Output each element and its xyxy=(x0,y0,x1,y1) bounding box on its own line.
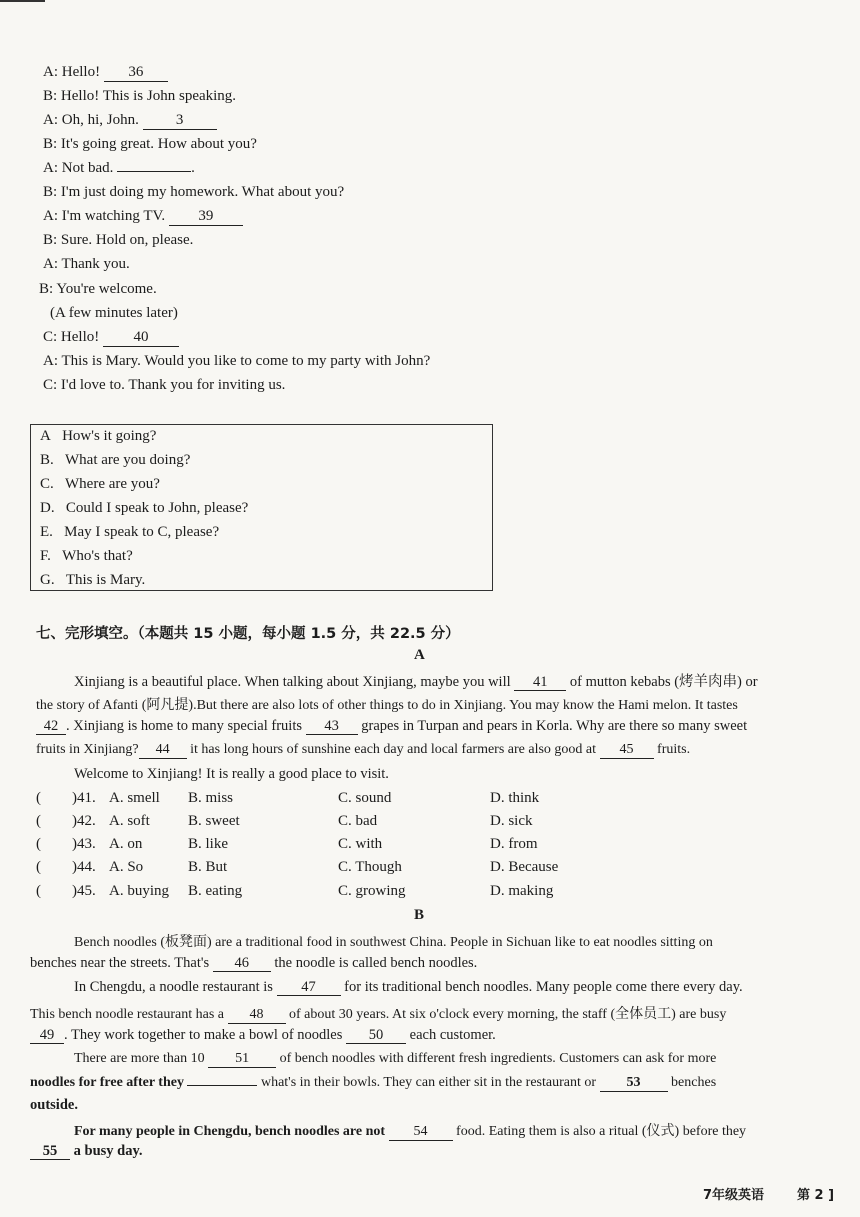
choice-c[interactable]: C. bad xyxy=(338,813,378,829)
choice-a[interactable]: A. So xyxy=(109,859,144,875)
passage-line: Xinjiang is a beautiful place. When talking about Xinjiang, maybe you will 41 of mutton kebabs (烤羊肉串) or xyxy=(74,674,758,690)
answer-blank-44[interactable]: 44 xyxy=(139,743,187,759)
answer-blank-46[interactable]: 46 xyxy=(213,956,271,972)
passage-b-label: B xyxy=(414,907,425,923)
choice-a[interactable]: A. on xyxy=(109,836,143,852)
answer-blank-51[interactable]: 51 xyxy=(208,1052,276,1068)
answer-blank-41[interactable]: 41 xyxy=(514,675,566,691)
dialogue-line: A: Oh, hi, John. 3 xyxy=(43,112,217,130)
option-f: F. Who's that? xyxy=(40,548,133,564)
choice-a[interactable]: A. soft xyxy=(109,813,150,829)
scan-edge-mark xyxy=(0,0,45,2)
choice-d[interactable]: D. Because xyxy=(490,859,559,875)
answer-blank-49[interactable]: 49 xyxy=(30,1028,64,1044)
dialogue-line: B: You're welcome. xyxy=(39,281,157,297)
passage-line: noodles for free after they what's in their bowls. They can either sit in the restaurant or 53 benches xyxy=(30,1075,717,1090)
choice-b[interactable]: B. sweet xyxy=(188,813,240,829)
passage-line: In Chengdu, a noodle restaurant is 47 for its traditional bench noodles. Many people come there every day. xyxy=(74,979,743,995)
answer-blank-47[interactable]: 47 xyxy=(277,980,341,996)
choice-d[interactable]: D. sick xyxy=(490,813,533,829)
question-row: ( )44. A. So B. But C. Though D. Because xyxy=(36,859,559,875)
answer-options-box xyxy=(30,424,493,591)
option-d: D. Could I speak to John, please? xyxy=(40,500,249,516)
answer-blank-48[interactable]: 48 xyxy=(228,1008,286,1024)
passage-line: There are more than 10 51 of bench noodles with different fresh ingredients. Customers can ask for more xyxy=(74,1051,717,1066)
footer-page-number: 第 2 ] xyxy=(797,1188,835,1203)
answer-blank-42[interactable]: 42 xyxy=(36,719,66,735)
dialogue-line: B: I'm just doing my homework. What about you? xyxy=(43,184,345,200)
choice-c[interactable]: C. sound xyxy=(338,790,392,806)
passage-line: outside. xyxy=(30,1097,78,1113)
dialogue-stage-note: (A few minutes later) xyxy=(50,305,178,321)
passage-line: Welcome to Xinjiang! It is really a good place to visit. xyxy=(74,766,389,782)
passage-a-label: A xyxy=(414,647,425,663)
question-row: ( )41. A. smell B. miss C. sound D. think xyxy=(36,790,540,806)
choice-c[interactable]: C. with xyxy=(338,836,383,852)
choice-a[interactable]: A. smell xyxy=(109,790,160,806)
option-a: A How's it going? xyxy=(40,428,157,444)
passage-line: 55 a busy day. xyxy=(30,1143,143,1160)
question-row: ( )42. A. soft B. sweet C. bad D. sick xyxy=(36,813,533,829)
answer-blank-52[interactable] xyxy=(187,1085,257,1086)
answer-blank-36[interactable]: 36 xyxy=(104,65,168,82)
answer-blank-53[interactable]: 53 xyxy=(600,1076,668,1092)
option-g: G. This is Mary. xyxy=(40,572,146,588)
passage-line: 49 . They work together to make a bowl of noodles 50 each customer. xyxy=(30,1027,496,1044)
dialogue-line: A: I'm watching TV. 39 xyxy=(43,208,243,226)
choice-d[interactable]: D. from xyxy=(490,836,538,852)
option-b: B. What are you doing? xyxy=(40,452,191,468)
dialogue-line: C: I'd love to. Thank you for inviting us. xyxy=(43,377,286,393)
dialogue-line: A: Hello! 36 xyxy=(43,64,168,82)
answer-blank-40[interactable]: 40 xyxy=(103,330,179,347)
choice-a[interactable]: A. buying xyxy=(109,883,169,899)
choice-c[interactable]: C. Though xyxy=(338,859,402,875)
question-row: ( )45. A. buying B. eating C. growing D. making xyxy=(36,883,554,899)
choice-b[interactable]: B. eating xyxy=(188,883,243,899)
footer-subject: 7年级英语 xyxy=(703,1188,765,1203)
passage-line: This bench noodle restaurant has a 48 of about 30 years. At six o'clock every morning, the staff (全体员工) are busy xyxy=(30,1007,727,1022)
choice-b[interactable]: B. like xyxy=(188,836,228,852)
answer-blank-37[interactable]: 3 xyxy=(143,113,217,130)
choice-b[interactable]: B. miss xyxy=(188,790,234,806)
dialogue-line: A: This is Mary. Would you like to come to my party with John? xyxy=(43,353,431,369)
option-c: C. Where are you? xyxy=(40,476,160,492)
section-title: 七、完形填空。（本题共 15 小题，每小题 1.5 分，共 22.5 分） xyxy=(36,626,460,642)
passage-line: benches near the streets. That's 46 the noodle is called bench noodles. xyxy=(30,955,478,971)
dialogue-line: A: Not bad. . xyxy=(43,160,195,176)
answer-blank-38[interactable] xyxy=(117,171,191,172)
passage-line: fruits in Xinjiang? 44 it has long hours of sunshine each day and local farmers are also good at 45 fruits. xyxy=(36,742,691,757)
passage-line: Bench noodles (板凳面) are a traditional food in southwest China. People in Sichuan like to eat noodles sitting on xyxy=(74,935,713,950)
passage-line: the story of Afanti (阿凡提).But there are also lots of other things to do in Xinjiang. You may know the Hami melon. It tastes xyxy=(36,698,738,713)
answer-blank-45[interactable]: 45 xyxy=(600,743,654,759)
answer-blank-50[interactable]: 50 xyxy=(346,1028,406,1044)
choice-c[interactable]: C. growing xyxy=(338,883,406,899)
question-row: ( )43. A. on B. like C. with D. from xyxy=(36,836,538,852)
passage-line: For many people in Chengdu, bench noodles are not 54 food. Eating them is also a ritual (仪式) before they xyxy=(74,1124,747,1139)
dialogue-line: B: Hello! This is John speaking. xyxy=(43,88,237,104)
choice-b[interactable]: B. But xyxy=(188,859,228,875)
answer-blank-39[interactable]: 39 xyxy=(169,209,243,226)
option-e: E. May I speak to C, please? xyxy=(40,524,220,540)
dialogue-line: C: Hello! 40 xyxy=(43,329,179,347)
answer-blank-54[interactable]: 54 xyxy=(389,1125,453,1141)
choice-d[interactable]: D. making xyxy=(490,883,554,899)
dialogue-line: A: Thank you. xyxy=(43,256,130,272)
passage-line: 42 . Xinjiang is home to many special fruits 43 grapes in Turpan and pears in Korla. Why are there so many sweet xyxy=(36,718,747,735)
answer-blank-55[interactable]: 55 xyxy=(30,1144,70,1160)
dialogue-line: B: It's going great. How about you? xyxy=(43,136,257,152)
answer-blank-43[interactable]: 43 xyxy=(306,719,358,735)
dialogue-line: B: Sure. Hold on, please. xyxy=(43,232,194,248)
choice-d[interactable]: D. think xyxy=(490,790,540,806)
